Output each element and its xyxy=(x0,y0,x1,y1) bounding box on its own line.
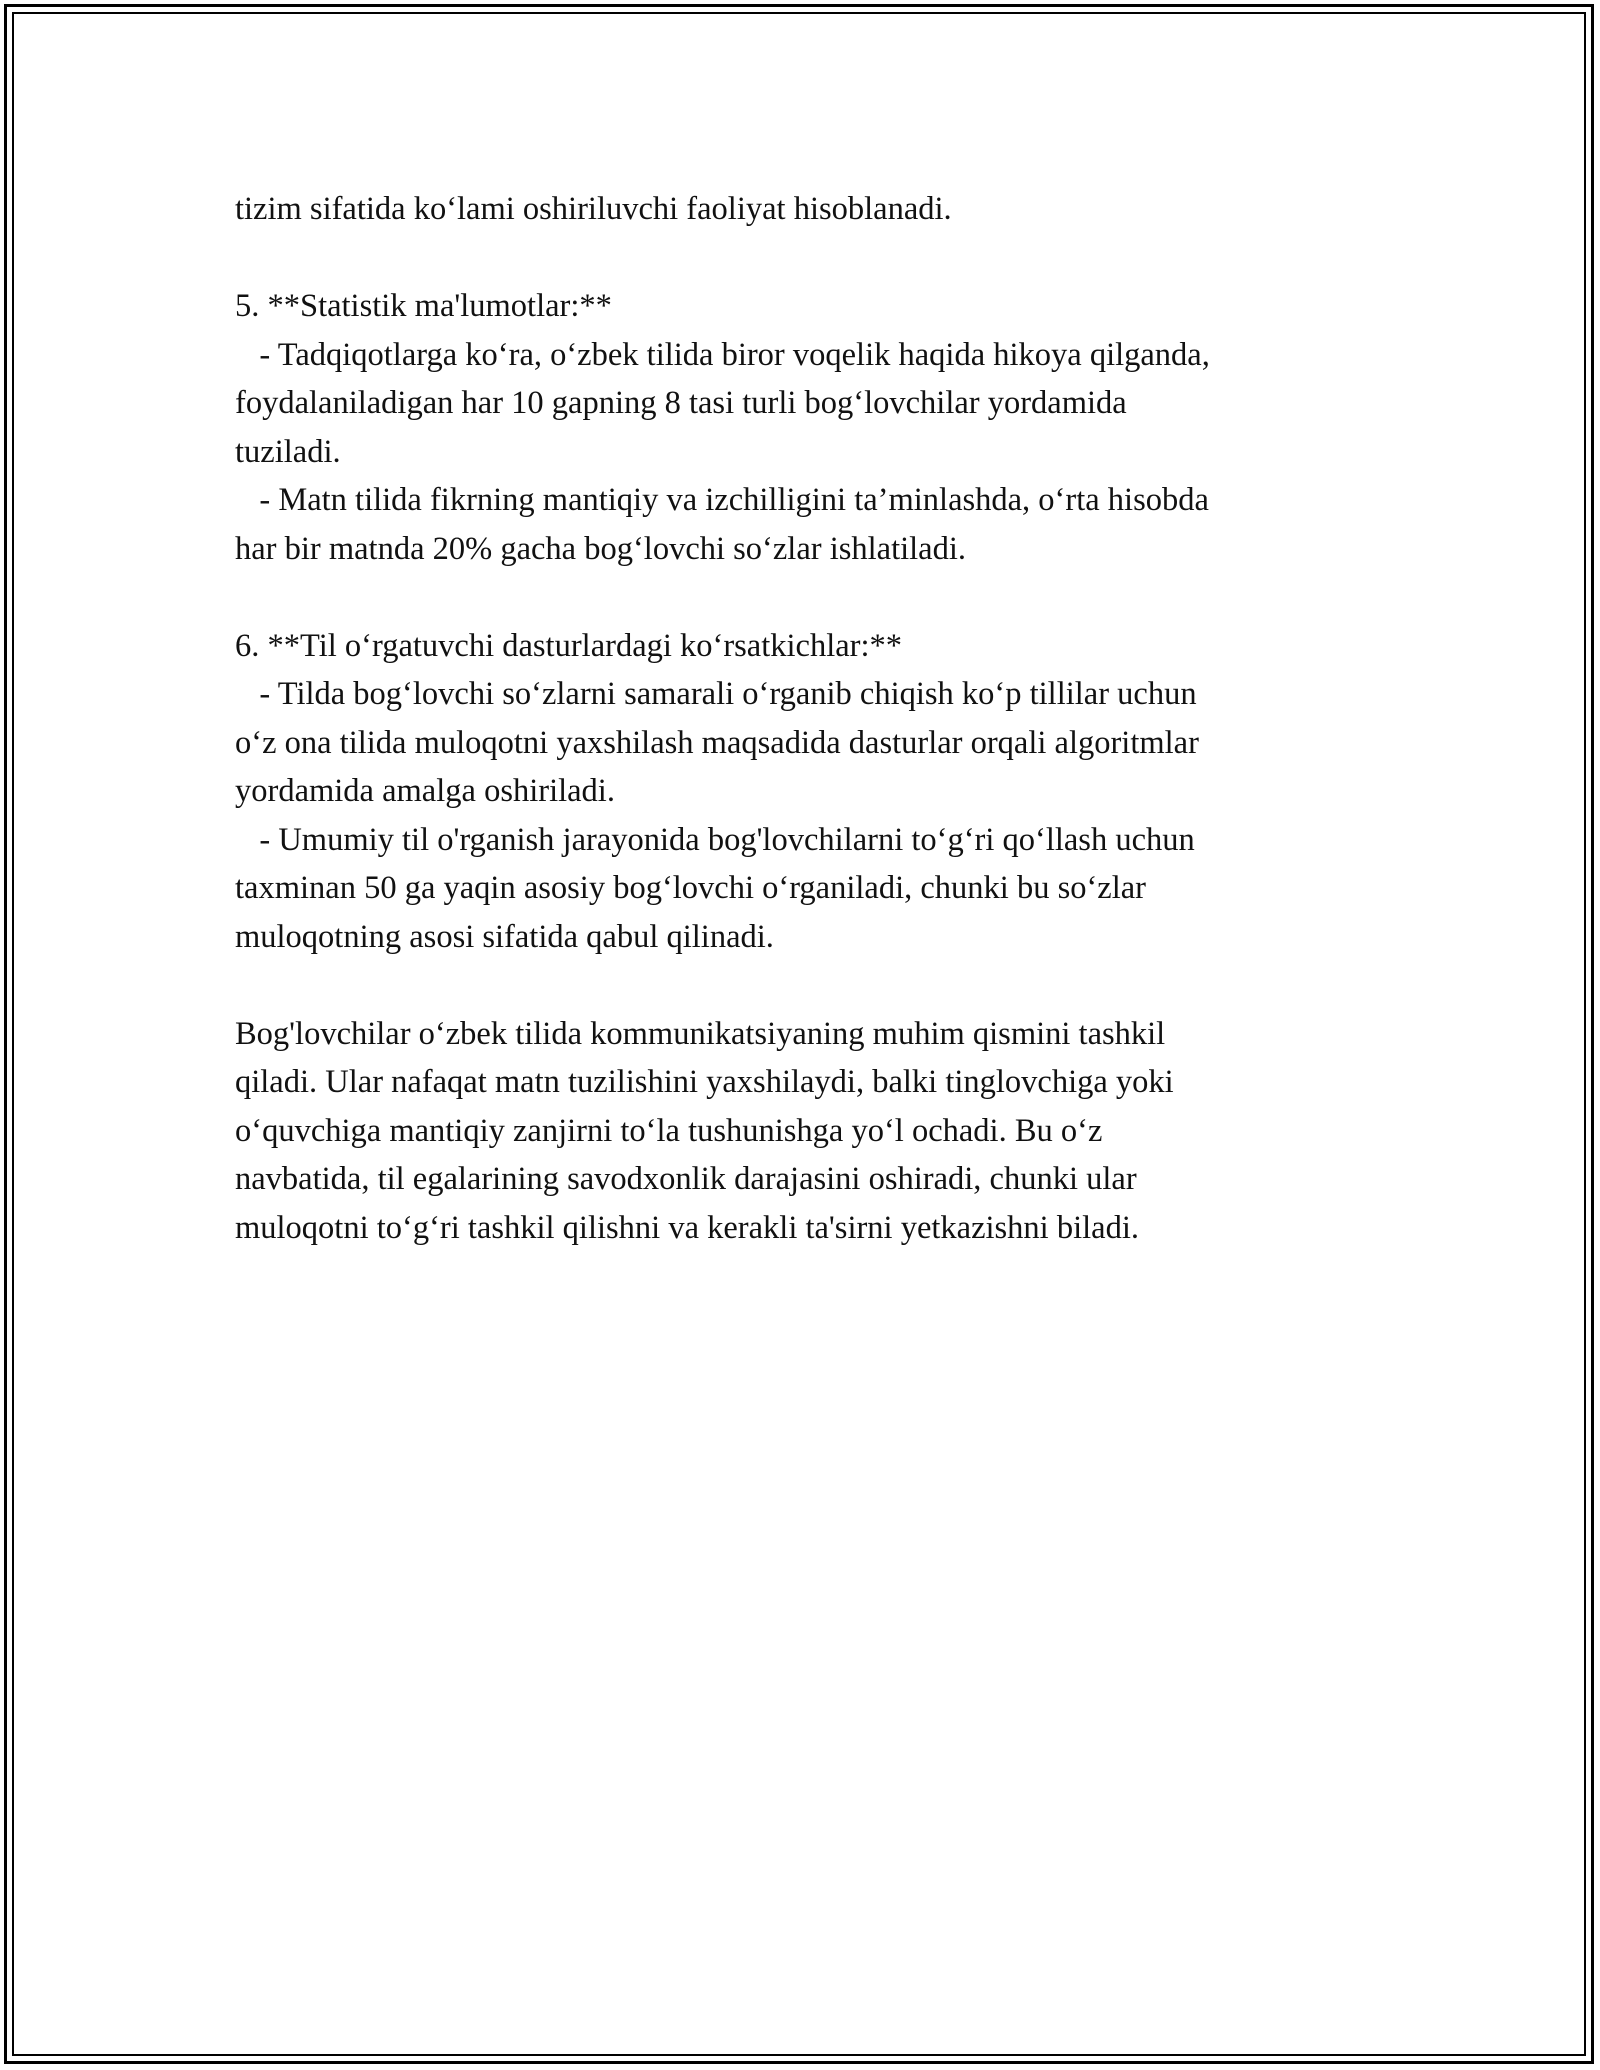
list-item-line: - Tadqiqotlarga ko‘ra, o‘zbek tilida biror voqelik haqida hikoya qilganda, xyxy=(235,336,1210,373)
document-body xyxy=(235,185,1375,1252)
text-line: foydalaniladigan har 10 gapning 8 tasi turli bog‘lovchilar yordamida xyxy=(235,385,1127,421)
paragraph-gap xyxy=(235,573,1375,622)
text-line: har bir matnda 20% gacha bog‘lovchi so‘zlar ishlatiladi. xyxy=(235,530,967,567)
section-heading: 6. **Til o‘rgatuvchi dasturlardagi ko‘rsatkichlar:** xyxy=(235,627,903,664)
paragraph-intro xyxy=(235,185,1375,234)
text-line: muloqotning asosi sifatida qabul qilinadi. xyxy=(235,918,774,955)
text-line: qiladi. Ular nafaqat matn tuzilishini yaxshilaydi, balki tinglovchiga yoki xyxy=(235,1064,1174,1100)
text-line: o‘quvchiga mantiqiy zanjirni to‘la tushunishga yo‘l ochadi. Bu o‘z xyxy=(235,1112,1103,1149)
section-statistics xyxy=(235,282,1375,573)
section-heading: 5. **Statistik ma'lumotlar:** xyxy=(235,288,612,324)
paragraph-gap xyxy=(235,961,1375,1010)
text-line: Bog'lovchilar o‘zbek tilida kommunikatsiyaning muhim qismini tashkil xyxy=(235,1015,1166,1052)
text-line: yordamida amalga oshiriladi. xyxy=(235,773,615,809)
text-line: navbatida, til egalarining savodxonlik darajasini oshiradi, chunki ular xyxy=(235,1161,1137,1197)
text-line: muloqotni to‘g‘ri tashkil qilishni va kerakli ta'sirni yetkazishni biladi. xyxy=(235,1209,1139,1246)
list-item-line: - Matn tilida fikrning mantiqiy va izchilligini ta’minlashda, o‘rta hisobda xyxy=(235,482,1209,518)
list-item-line: - Tilda bog‘lovchi so‘zlarni samarali o‘rganib chiqish ko‘p tillilar uchun xyxy=(235,676,1197,712)
list-item-line: - Umumiy til o'rganish jarayonida bog'lovchilarni to‘g‘ri qo‘llash uchun xyxy=(235,821,1195,858)
paragraph-conclusion xyxy=(235,1010,1375,1253)
text-line: o‘z ona tilida muloqotni yaxshilash maqsadida dasturlar orqali algoritmlar xyxy=(235,724,1199,761)
section-programs xyxy=(235,622,1375,962)
text-line: taxminan 50 ga yaqin asosiy bog‘lovchi o‘rganiladi, chunki bu so‘zlar xyxy=(235,870,1146,906)
text-line: tuziladi. xyxy=(235,433,341,470)
paragraph-gap xyxy=(235,234,1375,283)
text-line: tizim sifatida ko‘lami oshiriluvchi faoliyat hisoblanadi. xyxy=(235,191,952,227)
